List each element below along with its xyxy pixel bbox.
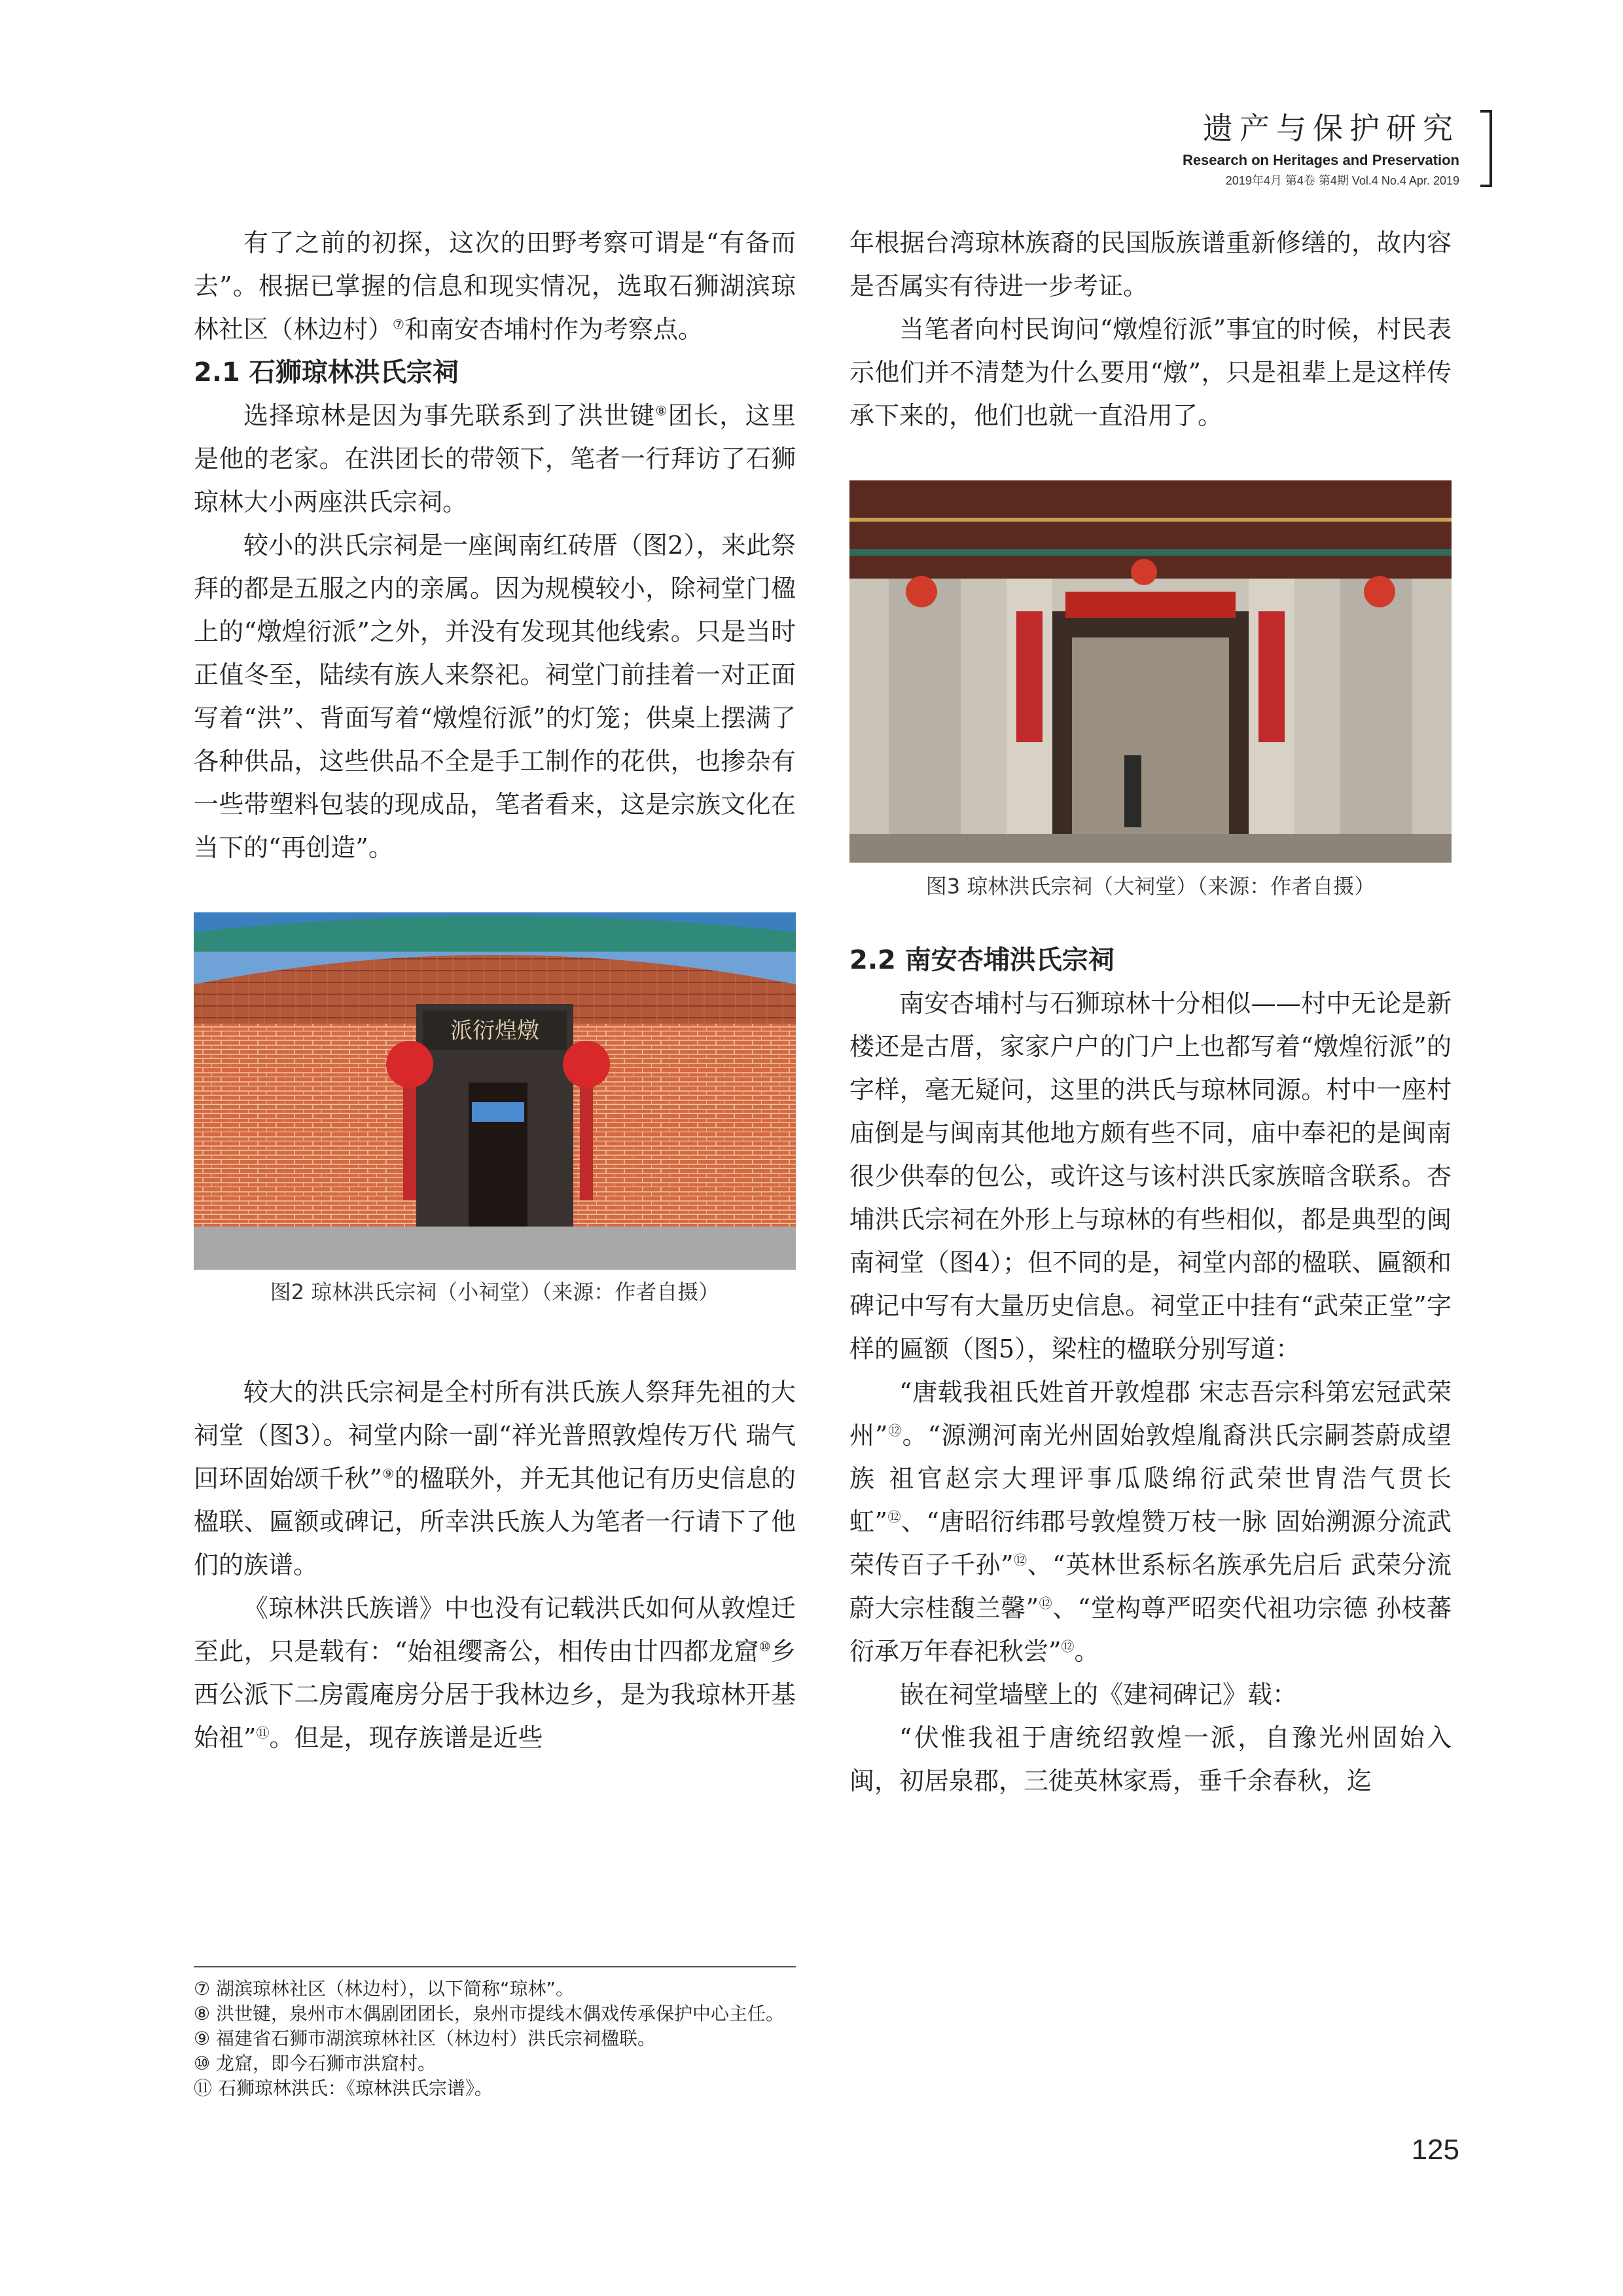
page-number: 125	[1411, 2134, 1459, 2166]
paragraph: 选择琼林是因为事先联系到了洪世键⑧团长，这里是他的老家。在洪团长的带领下，笔者一行拜访了石狮琼林大小两座洪氏宗祠。	[194, 401, 796, 516]
section-heading-2-1: 2.1 石狮琼林洪氏宗祠	[194, 357, 459, 387]
right-column	[849, 221, 1452, 1803]
header-bracket	[1480, 110, 1492, 187]
small-ancestral-hall-image	[194, 912, 796, 1270]
footnote: ⑪ 石狮琼林洪氏：《琼林洪氏宗谱》。	[194, 2077, 493, 2099]
paragraph: 有了之前的初探，这次的田野考察可谓是“有备而去”。根据已掌握的信息和现实情况，选取石狮湖滨琼林社区（林边村）⑦和南安杏埔村作为考察点。	[194, 228, 796, 344]
large-ancestral-hall-image	[849, 480, 1452, 863]
issue-info: 2019年4月 第4卷 第4期 Vol.4 No.4 Apr. 2019	[1225, 174, 1459, 187]
paragraph: 当笔者向村民询问“燉煌衍派”事宜的时候，村民表示他们并不清楚为什么要用“燉”，只是祖辈上是这样传承下来的，他们也就一直沿用了。	[849, 315, 1452, 430]
journal-title-en: Research on Heritages and Preservation	[1182, 152, 1459, 168]
figure-3-photo	[849, 480, 1452, 863]
section-heading-2-2: 2.2 南安杏埔洪氏宗祠	[849, 945, 1115, 975]
footnote: ⑩ 龙窟，即今石狮市洪窟村。	[194, 2053, 437, 2074]
paragraph: 南安杏埔村与石狮琼林十分相似——村中无论是新楼还是古厝，家家户户的门户上也都写着“燉煌衍派”的字样，毫无疑问，这里的洪氏与琼林同源。村中一座村庙倒是与闽南其他地方颇有些不同，庙中奉祀的是闽南很少供奉的包公，或许这与该村洪氏家族暗含联系。杏埔洪氏宗祠在外形上与琼林的有些相似，都是典型的闽南祠堂（图4）；但不同的是，祠堂内部的楹联、匾额和碑记中写有大量历史信息。祠堂正中挂有“武荣正堂”字样的匾额（图5），梁柱的楹联分别写道：	[849, 989, 1452, 1363]
paragraph: “伏惟我祖于唐统绍敦煌一派，自豫光州固始入闽，初居泉郡，三徙英林家焉，垂千余春秋，迄	[849, 1723, 1452, 1795]
left-column	[194, 221, 796, 1759]
paragraph: “唐载我祖氏姓首开敦煌郡 宋志吾宗科第宏冠武荣州”⑫。“源溯河南光州固始敦煌胤裔洪氏宗嗣荟蔚成望族 祖官赵宗大理评事瓜瓞绵衍武荣世胄浩气贯长虹”⑫、“唐昭衍纬郡号敦煌赞万枝一脉 固始溯源分流武荣传百子千孙”⑫、“英林世系标名族承先启后 武荣分流蔚大宗桂馥兰馨”⑫、“堂构尊严昭奕代祖功宗德 孙枝蕃衍承万年春祀秋尝”⑫。	[849, 1378, 1452, 1666]
paragraph: 嵌在祠堂墙壁上的《建祠碑记》载：	[899, 1680, 1298, 1709]
footnotes	[194, 1966, 796, 2101]
footnote: ⑧ 洪世键，泉州市木偶剧团团长，泉州市提线木偶戏传承保护中心主任。	[194, 2003, 785, 2024]
paragraph: 较大的洪氏宗祠是全村所有洪氏族人祭拜先祖的大祠堂（图3）。祠堂内除一副“祥光普照敦煌传万代 瑞气回环固始颂千秋”⑨的楹联外，并无其他记有历史信息的楹联、匾额或碑记，所幸洪氏族人为笔者一行请下了他们的族谱。	[194, 1378, 796, 1579]
figure-3-caption: 图3 琼林洪氏宗祠（大祠堂）（来源：作者自摄）	[925, 874, 1376, 899]
figure-2-caption: 图2 琼林洪氏宗祠（小祠堂）（来源：作者自摄）	[270, 1280, 720, 1304]
paragraph: 《琼林洪氏族谱》中也没有记载洪氏如何从敦煌迁至此，只是载有：“始祖缨斋公，相传由廿四都龙窟⑩乡西公派下二房霞庵房分居于我林边乡，是为我琼林开基始祖”⑪。但是，现存族谱是近些	[194, 1594, 796, 1752]
journal-title-cn: 遗产与保护研究	[1203, 111, 1459, 146]
paragraph: 年根据台湾琼林族裔的民国版族谱重新修缮的，故内容是否属实有待进一步考证。	[849, 228, 1452, 300]
plaque-text: 派衍煌燉	[450, 1018, 539, 1044]
footnote: ⑦ 湖滨琼林社区（林边村），以下简称“琼林”。	[194, 1978, 575, 2000]
footnote: ⑨ 福建省石狮市湖滨琼林社区（林边村）洪氏宗祠楹联。	[194, 2028, 656, 2049]
journal-header	[1183, 105, 1459, 188]
paragraph: 较小的洪氏宗祠是一座闽南红砖厝（图2），来此祭拜的都是五服之内的亲属。因为规模较小，除祠堂门楹上的“燉煌衍派”之外，并没有发现其他线索。只是当时正值冬至，陆续有族人来祭祀。祠堂门前挂着一对正面写着“洪”、背面写着“燉煌衍派”的灯笼；供桌上摆满了各种供品，这些供品不全是手工制作的花供，也掺杂有一些带塑料包装的现成品，笔者看来，这是宗族文化在当下的“再创造”。	[194, 531, 796, 862]
figure-2-photo	[194, 912, 796, 1270]
